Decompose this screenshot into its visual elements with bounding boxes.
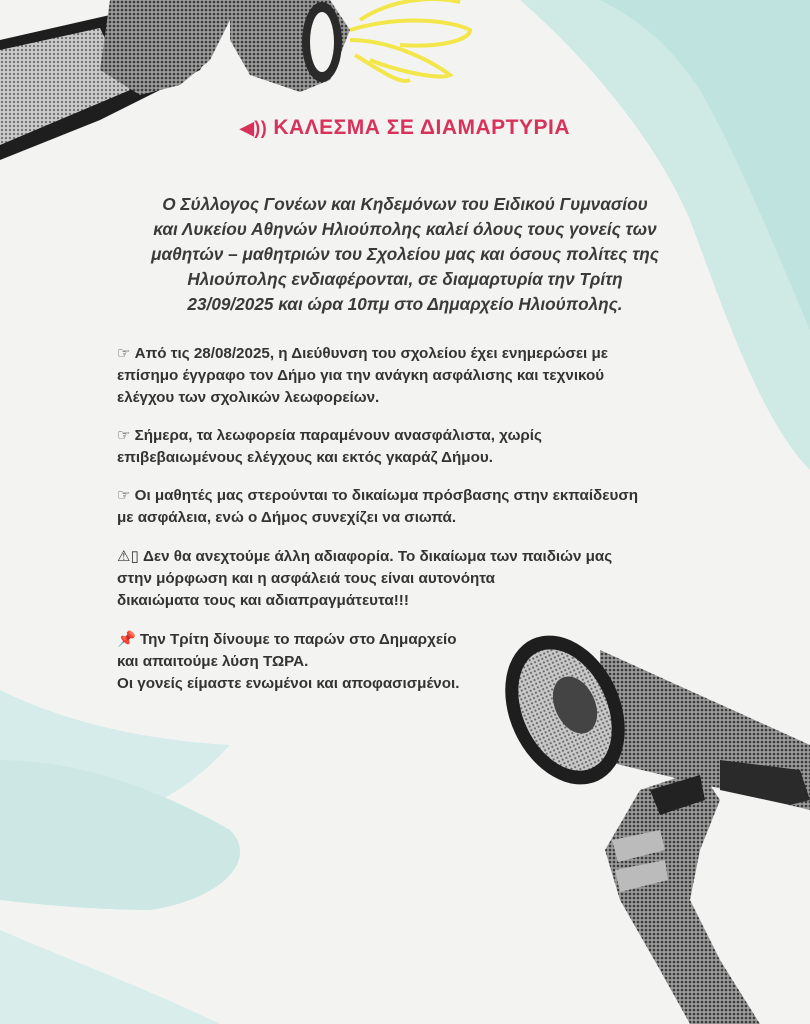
speaker-icon: ◀)) — [239, 118, 268, 138]
intro-line: και Λυκείου Αθηνών Ηλιούπολης καλεί όλους τους γονείς των — [153, 219, 657, 239]
paragraph-line: στην μόρφωση και η ασφάλειά τους είναι αυτονόητα — [117, 570, 495, 587]
intro-line: μαθητών – μαθητριών του Σχολείου μας και όσους πολίτες της — [151, 244, 659, 264]
paragraph-line: Σήμερα, τα λεωφορεία παραμένουν ανασφάλιστα, χωρίς — [134, 427, 542, 444]
paragraph-4 — [117, 546, 717, 612]
paragraph-line: και απαιτούμε λύση ΤΩΡΑ. — [117, 653, 309, 670]
paragraph-2 — [117, 425, 717, 469]
intro-line: Ηλιούπολης ενδιαφέρονται, σε διαμαρτυρία την Τρίτη — [187, 269, 623, 289]
pointing-hand-icon: ☞ — [117, 487, 131, 504]
paragraph-line: Από τις 28/08/2025, η Διεύθυνση του σχολείου έχει ενημερώσει με — [134, 345, 608, 362]
paragraph-5 — [117, 629, 717, 695]
page-title — [0, 116, 810, 140]
paragraph-line: επίσημο έγγραφο τον Δήμο για την ανάγκη ασφάλισης και τεχνικού — [117, 367, 605, 384]
paragraph-1 — [117, 343, 717, 409]
paragraph-line: επιβεβαιωμένους ελέγχους και εκτός γκαράζ Δήμου. — [117, 449, 493, 466]
paragraph-line: Οι μαθητές μας στερούνται το δικαίωμα πρόσβασης στην εκπαίδευση — [134, 487, 638, 504]
paragraph-line: Την Τρίτη δίνουμε το παρών στο Δημαρχείο — [139, 631, 457, 648]
intro-line: Ο Σύλλογος Γονέων και Κηδεμόνων του Ειδικού Γυμνασίου — [162, 194, 648, 214]
paragraph-line: Δεν θα ανεχτούμε άλλη αδιαφορία. Το δικαίωμα των παιδιών μας — [142, 548, 613, 565]
pushpin-icon: 📌 — [117, 631, 136, 648]
pointing-hand-icon: ☞ — [117, 427, 131, 444]
paragraph-line: Οι γονείς είμαστε ενωμένοι και αποφασισμένοι. — [117, 675, 460, 692]
intro-line: 23/09/2025 και ώρα 10πμ στο Δημαρχείο Ηλιούπολης. — [187, 294, 623, 314]
intro-text — [100, 192, 710, 317]
paragraph-line: δικαιώματα τους και αδιαπραγμάτευτα!!! — [117, 592, 409, 609]
pointing-hand-icon: ☞ — [117, 345, 131, 362]
paragraph-line: ελέγχου των σχολικών λεωφορείων. — [117, 389, 380, 406]
warning-icon: ⚠▯ — [117, 548, 139, 565]
paragraph-line: με ασφάλεια, ενώ ο Δήμος συνεχίζει να σιωπά. — [117, 509, 457, 526]
paragraph-3 — [117, 485, 717, 529]
title-text: ΚΑΛΕΣΜΑ ΣΕ ΔΙΑΜΑΡΤΥΡΙΑ — [273, 116, 571, 139]
mint-wave-bottom-left — [0, 690, 240, 1024]
